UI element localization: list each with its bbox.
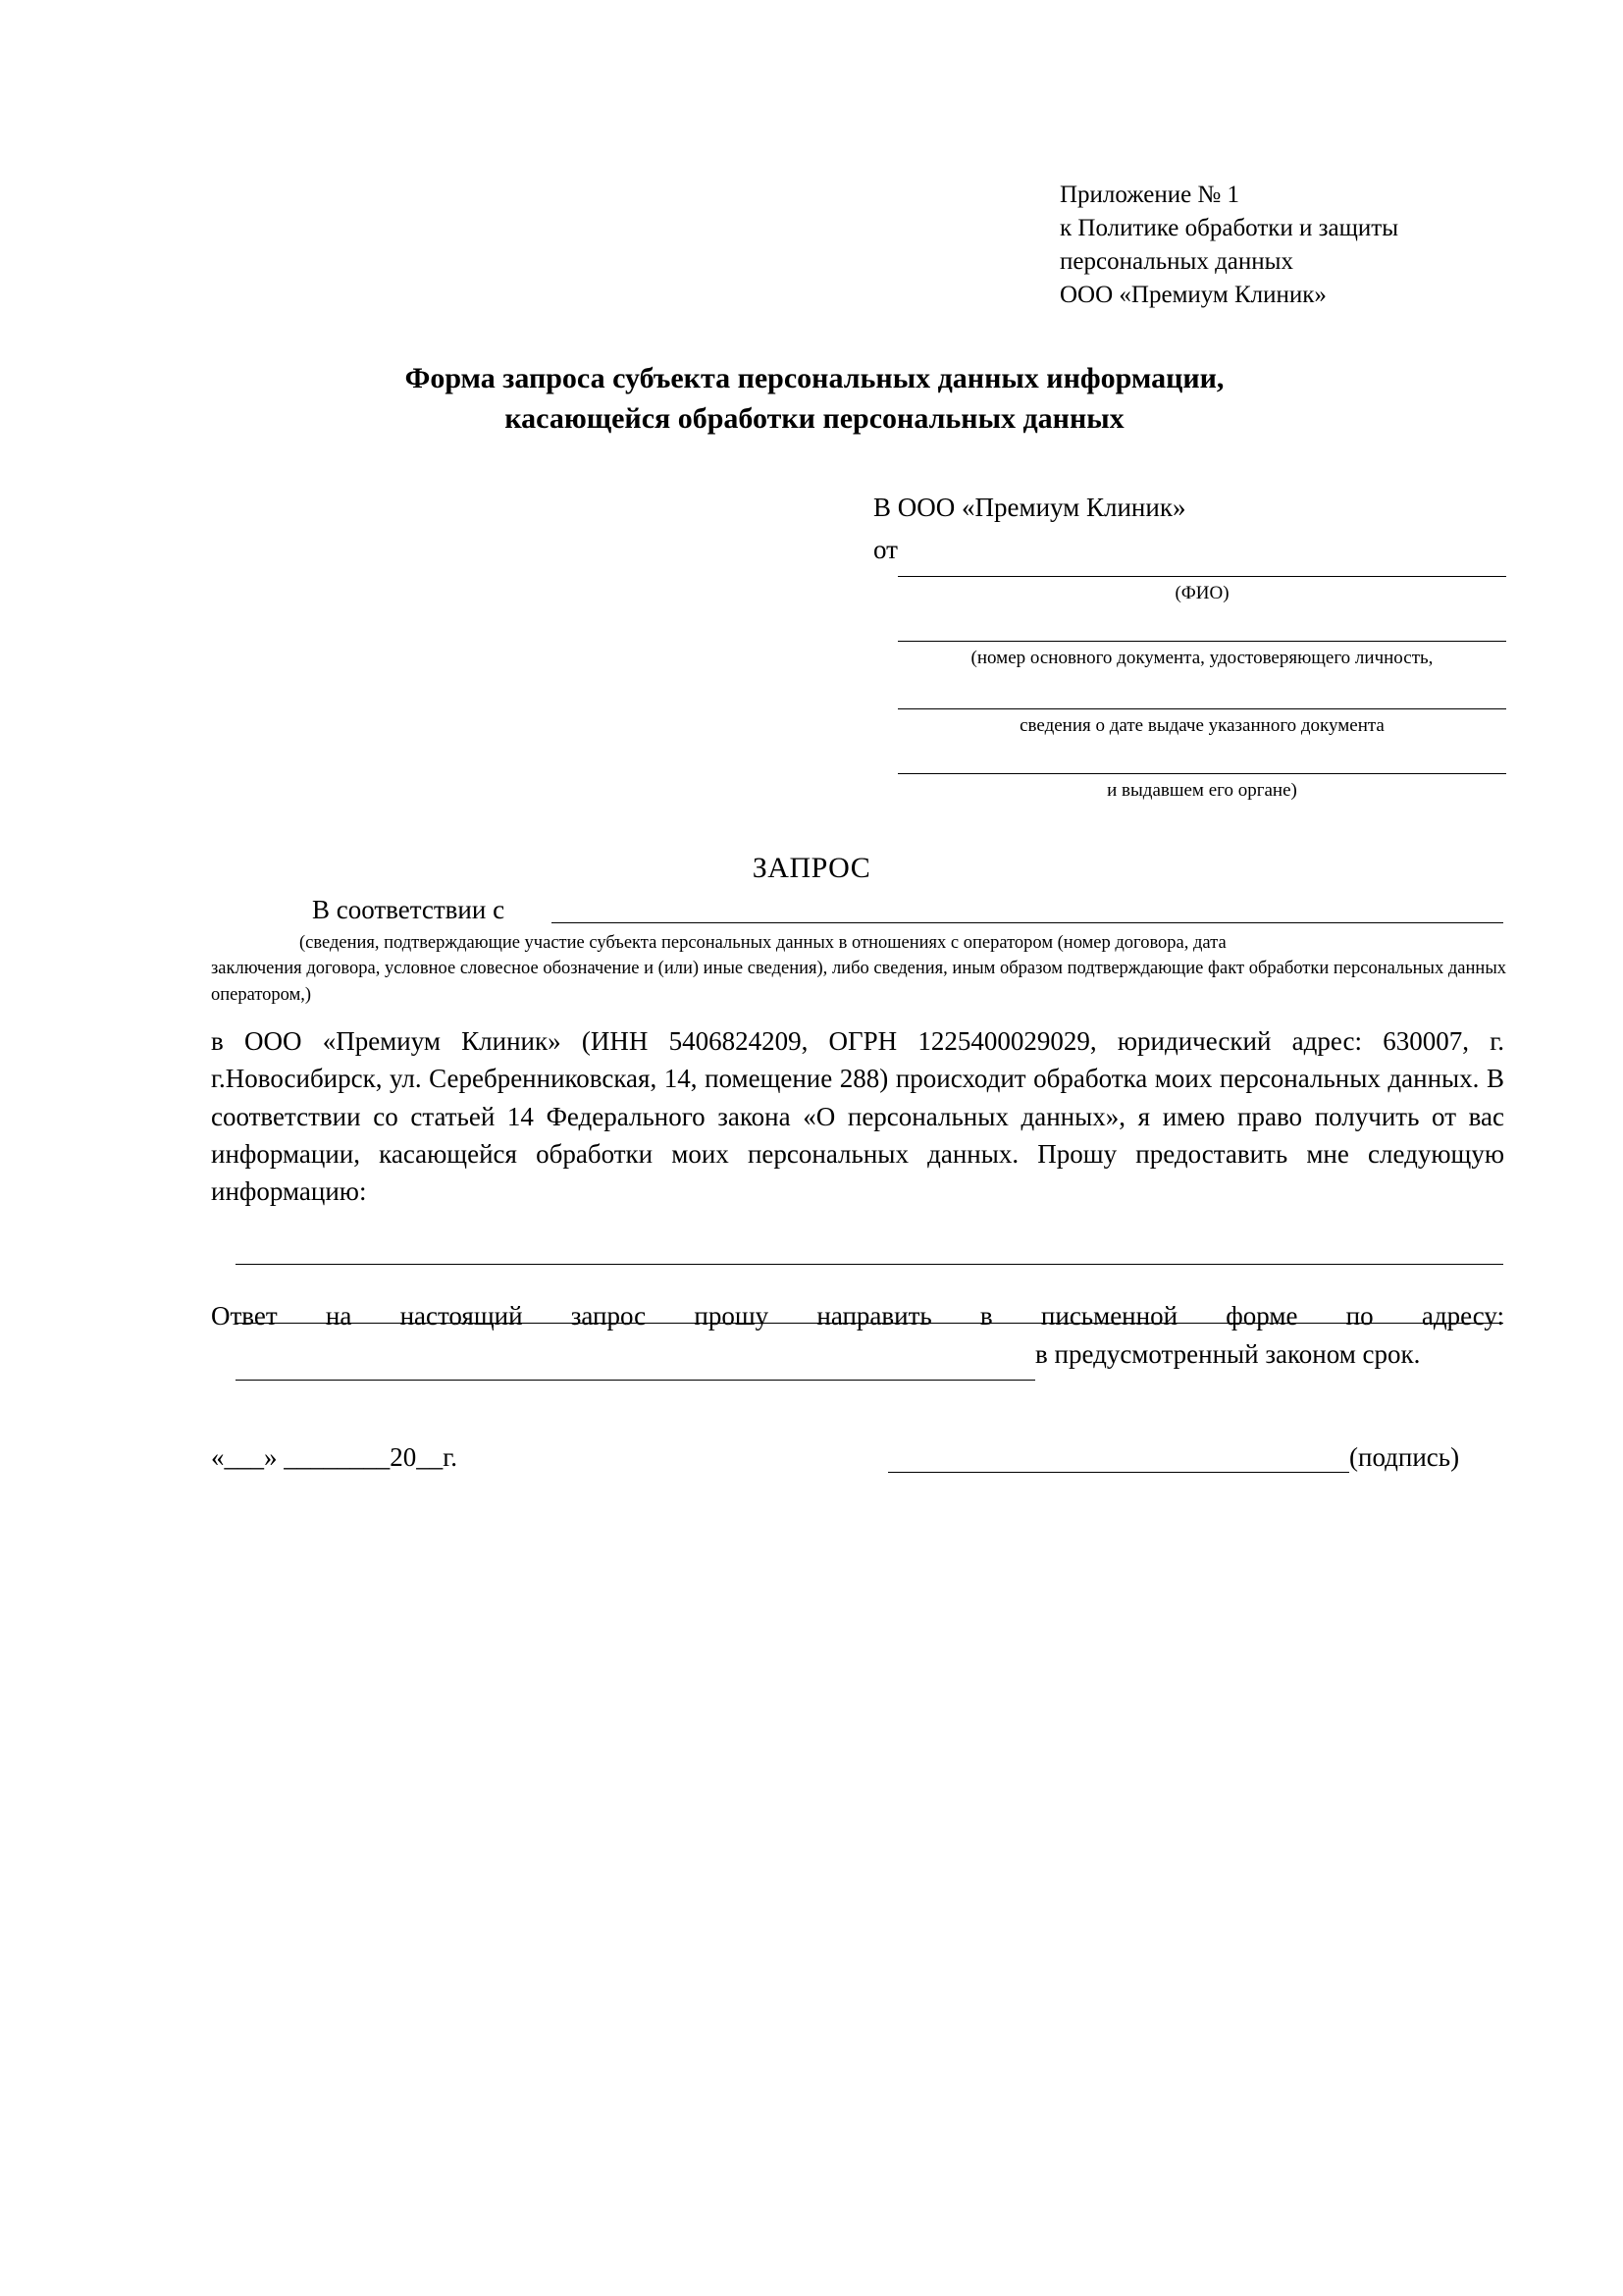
page-title-line-1: Форма запроса субъекта персональных данных информации,	[404, 362, 1225, 394]
addressee-organization: В ООО «Премиум Клиник»	[873, 493, 1186, 522]
doc-date-caption: сведения о дате выдаче указанного документа	[1020, 715, 1385, 736]
answer-term-text: в предусмотренный законом срок.	[1035, 1339, 1421, 1369]
signature-rule	[888, 1472, 1349, 1473]
doc-issuer-rule	[898, 773, 1506, 774]
fineprint-line-1: (сведения, подтверждающие участие субъекта персональных данных в отношениях с оператором (номер договора, дата	[299, 933, 1227, 953]
answer-address-rule	[236, 1380, 1035, 1381]
answer-request-text: Ответ на настоящий запрос прошу направить в письменной форме по адресу:	[211, 1301, 1504, 1331]
request-heading: ЗАПРОС	[752, 852, 871, 884]
fio-caption: (ФИО)	[1175, 583, 1230, 603]
doc-issuer-caption: и выдавшем его органе)	[1107, 780, 1297, 801]
appendix-line-3: персональных данных	[1060, 248, 1293, 275]
doc-number-caption: (номер основного документа, удостоверяющего личность,	[970, 648, 1434, 668]
info-blank-rule-1	[236, 1264, 1503, 1265]
fineprint-note	[211, 930, 1506, 1008]
in-accordance-rule	[551, 922, 1503, 923]
appendix-header	[1060, 179, 1521, 312]
fineprint-line-3: обработки персональных данных оператором,)	[211, 959, 1506, 1005]
signature-label: (подпись)	[1349, 1442, 1460, 1472]
date-field: «___» ________20__г.	[211, 1442, 458, 1472]
request-body: в ООО «Премиум Клиник» (ИНН 5406824209, ОГРН 1225400029029, юридический адрес: 630007, г. г.Новосибирск, ул. Серебренниковская, 14, помещение 288) происходит обработка моих персональных данных. В соответствии со статьей 14 Федерального закона «О персональных данных», я имею право получить от вас информации, касающейся обработки моих персональных данных. Прошу предоставить мне следующую информацию:	[211, 1026, 1504, 1207]
doc-number-rule	[898, 641, 1506, 642]
in-accordance-label: В соответствии с	[312, 895, 505, 924]
page-title-line-2: касающейся обработки персональных данных	[504, 402, 1125, 436]
page-title	[236, 358, 1393, 440]
appendix-line-4: ООО «Премиум Клиник»	[1060, 282, 1327, 308]
doc-date-rule	[898, 708, 1506, 709]
appendix-line-2: к Политике обработки и защиты	[1060, 215, 1399, 241]
fio-rule	[898, 576, 1506, 577]
fineprint-line-2: заключения договора, условное словесное обозначение и (или) иные сведения), либо сведения, иным образом подтверждающие факт	[211, 959, 1245, 979]
appendix-line-1: Приложение № 1	[1060, 182, 1240, 208]
from-label: от	[873, 535, 898, 564]
